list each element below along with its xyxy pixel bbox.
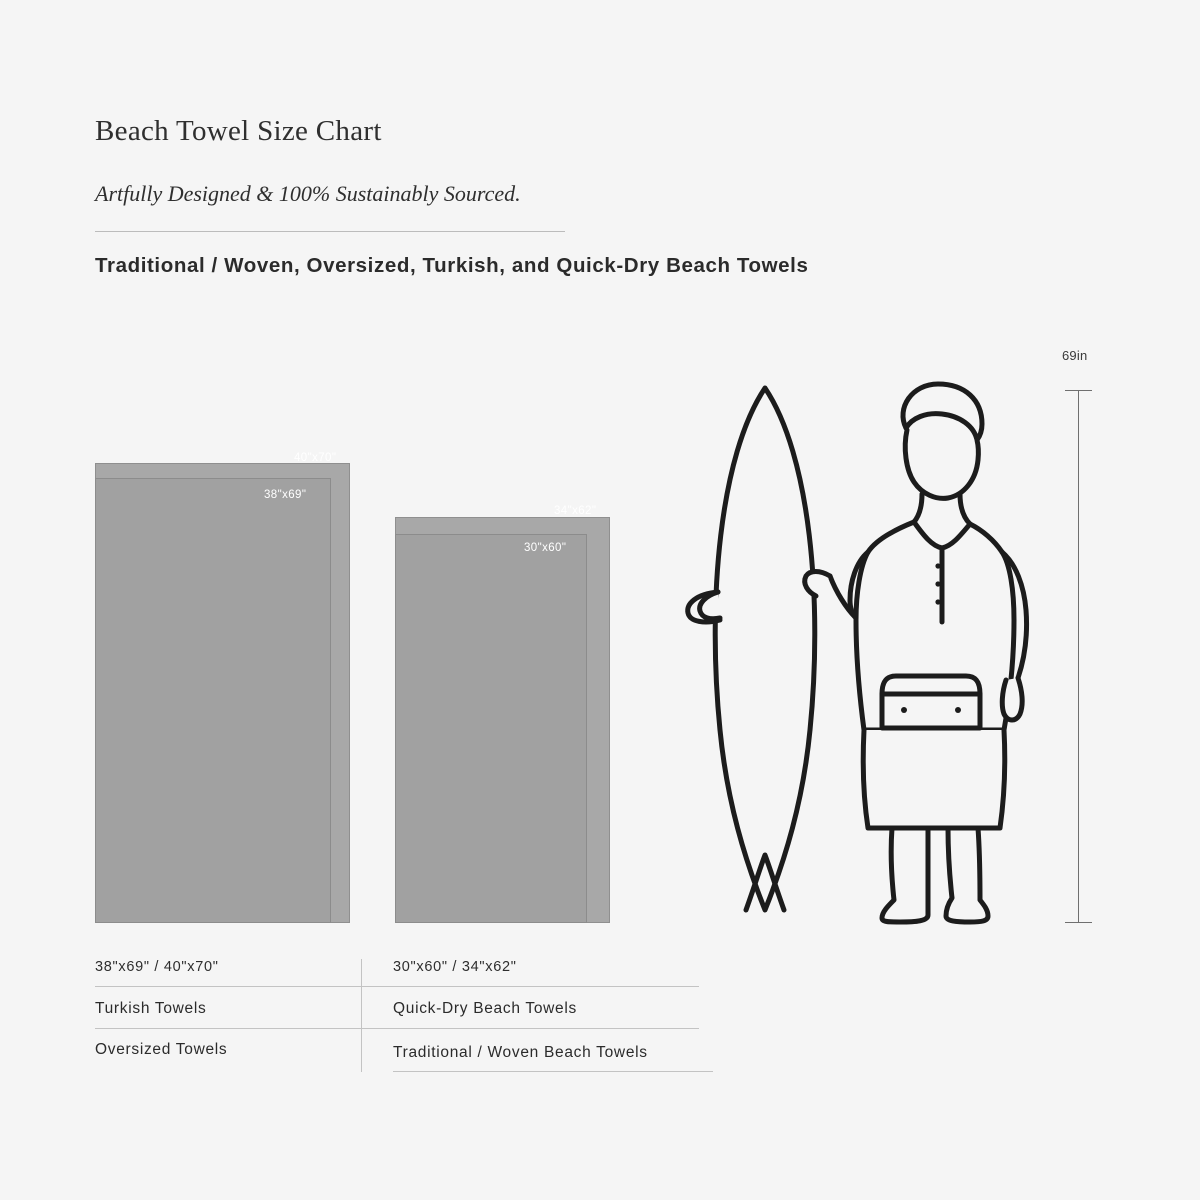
page-subtitle: Artfully Designed & 100% Sustainably Sourced. — [95, 181, 521, 206]
section-heading: Traditional / Woven, Oversized, Turkish, and Quick-Dry Beach Towels — [95, 254, 809, 277]
illustration-surfer — [660, 370, 1080, 935]
towel-small-inner — [395, 534, 587, 923]
legend-item-traditional-woven: Traditional / Woven Beach Towels — [393, 1044, 648, 1061]
person-figure — [805, 384, 1027, 922]
surfboard-icon — [688, 388, 815, 910]
legend-divider-top — [95, 986, 699, 987]
legend-item-turkish-towels: Turkish Towels — [95, 1000, 207, 1017]
legend-column-divider — [361, 959, 362, 1072]
towel-large-inner-label: 38"x69" — [264, 489, 307, 501]
towel-small-inner-label: 30"x60" — [524, 542, 567, 554]
legend-divider-middle — [95, 1028, 699, 1029]
towel-large-inner — [95, 478, 331, 923]
page-title: Beach Towel Size Chart — [95, 115, 382, 147]
header-divider — [95, 231, 565, 232]
towel-small-outer-label: 34"x62" — [554, 505, 597, 517]
legend-divider-bottom — [393, 1071, 713, 1072]
height-label: 69in — [1062, 348, 1088, 363]
legend-col1-sizes: 38"x69" / 40"x70" — [95, 959, 219, 975]
towel-large-outer-label: 40"x70" — [294, 452, 337, 464]
legend-col2-sizes: 30"x60" / 34"x62" — [393, 959, 517, 975]
legend-item-oversized-towels: Oversized Towels — [95, 1041, 228, 1058]
legend-item-quick-dry: Quick-Dry Beach Towels — [393, 1000, 577, 1017]
